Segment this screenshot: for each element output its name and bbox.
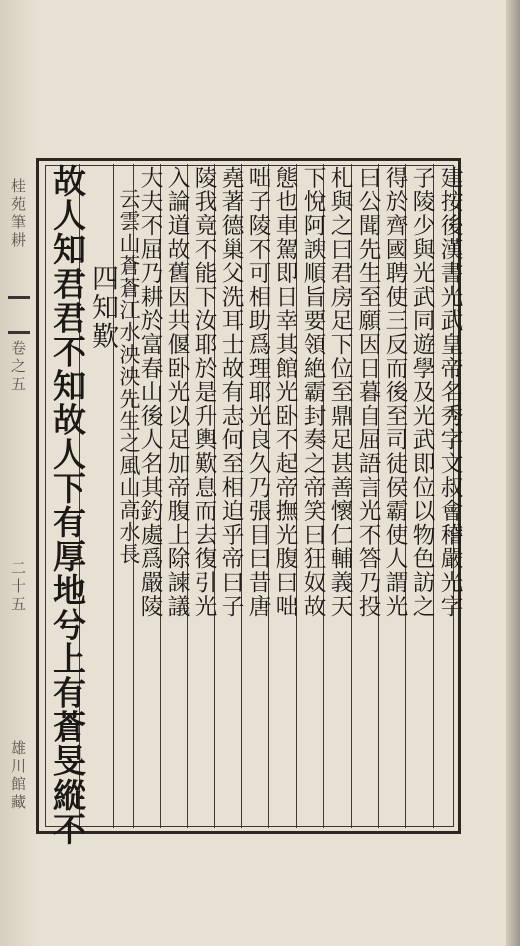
page-edge-shadow — [506, 0, 520, 946]
text-column: 云雲山蒼蒼江水泱泱先生之風山高水長 — [117, 188, 141, 566]
margin-page-number: 二十五 — [9, 560, 27, 614]
verse-line: 故人知君君不知故人下有厚地兮上有蒼旻縱不 — [48, 164, 87, 846]
text-column: 大夫不屈乃耕於富春山後人名其釣處爲嚴陵 — [137, 166, 163, 619]
text-column: 子陵少與光武同遊學及光武即位以物色訪之 — [409, 166, 435, 619]
section-title: 四知歎 — [87, 264, 118, 351]
text-column: 咄子陵不可相助爲理耶光良久乃張目曰昔唐 — [245, 166, 271, 619]
text-column: 入論道故舊因共偃卧光以足加帝腹上除諫議 — [164, 166, 190, 619]
text-column: 下悅阿諛順旨要領絶霸封奏之帝笑曰狂奴故 — [300, 166, 326, 619]
text-column: 堯著德巢父洗耳士故有志何至相迫乎帝曰子 — [218, 166, 244, 619]
text-column: 札與之曰君房足下位至鼎足甚善懷仁輔義天 — [327, 166, 353, 619]
text-column: 陵我竟不能下汝耶於是升輿歎息而去復引光 — [191, 166, 217, 619]
margin-collection: 雄川館藏 — [9, 740, 27, 812]
fish-tail-mark — [8, 296, 30, 334]
text-column: 態也車駕即日幸其館光卧不起帝撫光腹曰咄 — [272, 166, 298, 619]
margin-title: 桂苑筆耕 — [9, 178, 27, 250]
text-column: 建按後漢書光武皇帝名秀字文叔會稽嚴光字 — [437, 166, 463, 619]
margin-volume: 卷之五 — [9, 340, 27, 394]
text-column: 得於齊國聘使三反而後至司徒侯霸使人謂光 — [382, 166, 408, 619]
text-column: 曰公聞先生至願因日暮自屈語言光不答乃投 — [355, 166, 381, 619]
